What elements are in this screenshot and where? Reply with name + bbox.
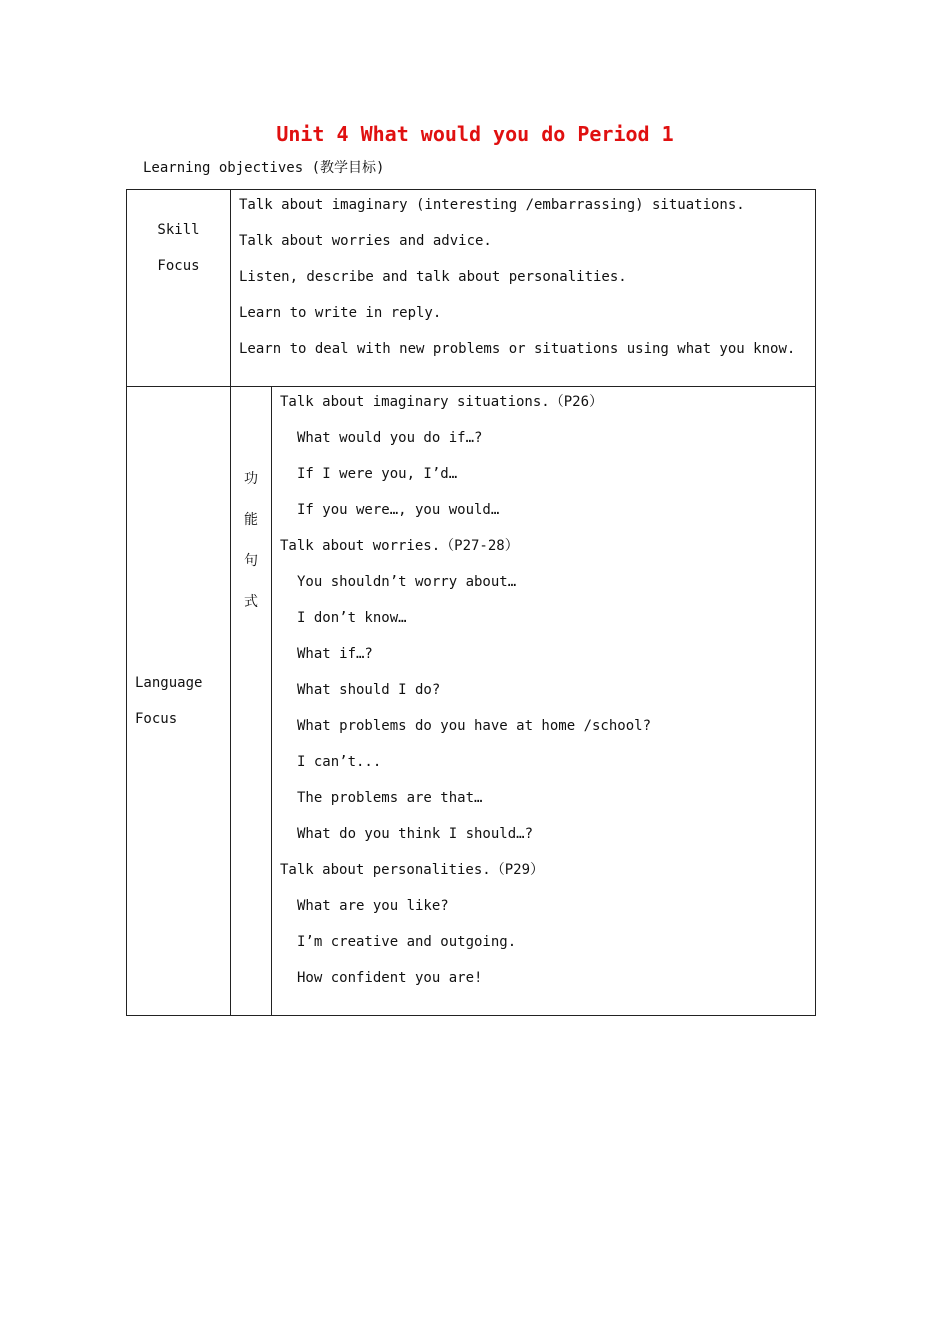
phrase-line: You shouldn’t worry about… — [297, 574, 517, 590]
phrase-line: If you were…, you would… — [297, 502, 500, 518]
skill-focus-items-cell — [231, 190, 816, 387]
objectives-table — [126, 189, 816, 1016]
phrase-line: If I were you, I’d… — [297, 466, 458, 482]
skill-item: Learn to deal with new problems or situations using what you know. — [239, 341, 796, 357]
phrase-line: The problems are that… — [297, 790, 483, 806]
phrase-line: I can’t... — [297, 754, 382, 770]
phrase-line: I don’t know… — [297, 610, 407, 626]
function-sentence-label-cell — [231, 387, 272, 1016]
function-label-char: 式 — [244, 594, 258, 610]
language-focus-lines-cell — [272, 387, 816, 1016]
skill-focus-row — [127, 190, 816, 387]
function-label-char: 句 — [244, 553, 258, 569]
phrase-line: What would you do if…? — [297, 430, 483, 446]
phrase-line: What should I do? — [297, 682, 441, 698]
language-focus-label-line2: Focus — [135, 711, 178, 727]
phrase-line: What problems do you have at home /school? — [297, 718, 652, 734]
phrase-line: What do you think I should…? — [297, 826, 534, 842]
section-heading-line: Talk about personalities.（P29） — [280, 862, 545, 878]
function-label-char: 功 — [244, 471, 258, 487]
skill-item: Talk about worries and advice. — [239, 233, 492, 249]
section-heading-line: Talk about imaginary situations.（P26） — [280, 394, 604, 410]
page-title: Unit 4 What would you do Period 1 — [276, 122, 674, 146]
function-label-char: 能 — [244, 512, 258, 528]
phrase-line: I’m creative and outgoing. — [297, 934, 517, 950]
language-focus-label-cell — [127, 387, 231, 1016]
phrase-line: What are you like? — [297, 898, 449, 914]
skill-item: Learn to write in reply. — [239, 305, 442, 321]
section-heading-line: Talk about worries.（P27-28） — [280, 538, 519, 554]
skill-focus-label-line2: Focus — [157, 258, 200, 274]
skill-focus-label-line1: Skill — [157, 222, 200, 238]
language-focus-row — [127, 387, 816, 1016]
phrase-line: How confident you are! — [297, 970, 483, 986]
section-subtitle: Learning objectives (教学目标) — [143, 160, 385, 176]
skill-focus-label-cell — [127, 190, 231, 387]
language-focus-label-line1: Language — [135, 675, 203, 691]
skill-item: Talk about imaginary (interesting /embarrassing) situations. — [239, 197, 745, 213]
phrase-line: What if…? — [297, 646, 373, 662]
skill-item: Listen, describe and talk about personalities. — [239, 269, 627, 285]
